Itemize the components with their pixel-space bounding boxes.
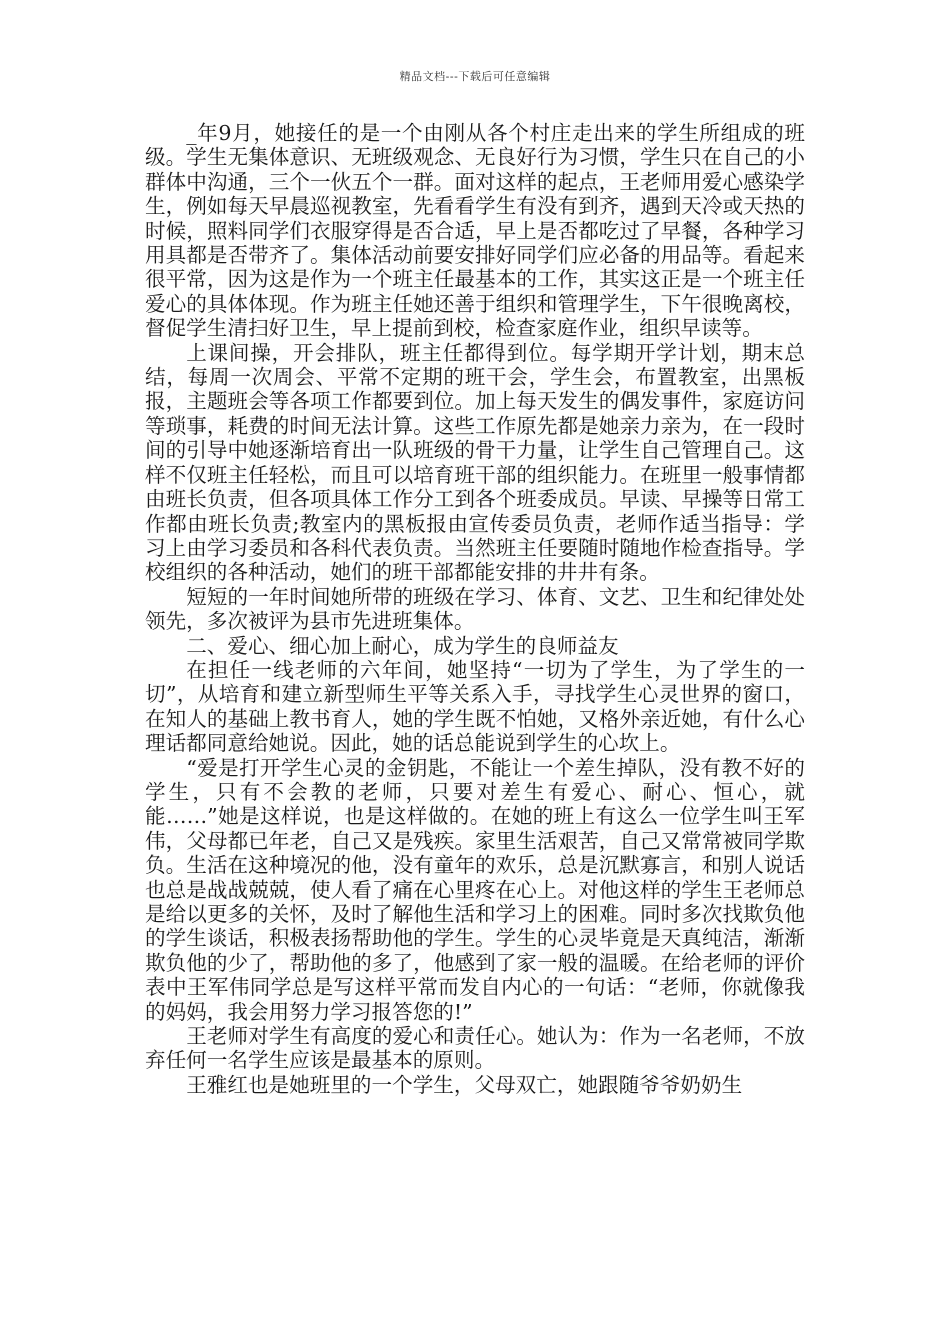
paragraph-class-cadres: 上课间操，开会排队，班主任都得到位。每学期开学计划，期末总结，每周一次周会、平常不定期的班干会，学生会，布置教室，出黑板报，主题班会等各项工作都要到位。加上每天发生的偶发事件，家庭访问等琐事，耗费的时间无法计算。这些工作原先都是她亲力亲为，在一段时间的引导中她逐渐培育出一队班级的骨干力量，让学生自己管理自己。这样不仅班主任轻松，而且可以培育班干部的组织能力。在班里一般事情都由班长负责，但各项具体工作分工到各个班委成员。早读、早操等日常工作都由班长负责;教室内的黑板报由宣传委员负责，老师作适当指导：学习上由学习委员和各科代表负责。当然班主任要随时随地作检查指导。学校组织的各种活动，她们的班干部都能安排的井井有条。 [145, 340, 805, 585]
document-body [145, 121, 805, 1097]
paragraph-wang-yahong: 王雅红也是她班里的一个学生，父母双亡，她跟随爷爷奶奶生 [186, 1072, 743, 1097]
paragraph-achievements: 短短的一年时间她所带的班级在学习、体育、文艺、卫生和纪律处处领先，多次被评为县市先进班集体。 [145, 584, 805, 634]
paragraph-responsibility: 王老师对学生有高度的爱心和责任心。她认为：作为一名老师，不放弃任何一名学生应该是最基本的原则。 [145, 1024, 805, 1073]
paragraph-six-years: 在担任一线老师的六年间，她坚持“一切为了学生，为了学生的一切”，从培育和建立新型师生平等关系入手，寻找学生心灵世界的窗口，在知人的基础上教书育人，她的学生既不怕她，又格外亲近她，有什么心理话都同意给她说。因此，她的话总能说到学生的心坎上。 [145, 657, 805, 756]
paragraph-class-management: _年9月，她接任的是一个由刚从各个村庄走出来的学生所组成的班级。学生无集体意识、无班级观念、无良好行为习惯，学生只在自己的小群体中沟通，三个一伙五个一群。面对这样的起点，王老师用爱心感染学生，例如每天早晨巡视教室，先看看学生有没有到齐，遇到天冷或天热的时候，照料同学们衣服穿得是否合适，早上是否都吃过了早餐，各种学习用具都是否带齐了。集体活动前要安排好同学们应必备的用品等。看起来很平常，因为这是作为一个班主任最基本的工作，其实这正是一个班主任爱心的具体体现。作为班主任她还善于组织和管理学生，下午很晚离校，督促学生清扫好卫生，早上提前到校，检查家庭作业，组织早读等。 [145, 121, 805, 341]
paragraph-wang-junwei: “爱是打开学生心灵的金钥匙，不能让一个差生掉队，没有教不好的学生，只有不会教的老师，只要对差生有爱心、耐心、恒心，就能……”她是这样说，也是这样做的。在她的班上有这么一位学生叫王军伟，父母都已年老，自己又是残疾。家里生活艰苦，自己又常常被同学欺负。生活在这种境况的他，没有童年的欢乐，总是沉默寡言，和别人说话也总是战战兢兢，使人看了痛在心里疼在心上。对他这样的学生王老师总是给以更多的关怀，及时了解他生活和学习上的困难。同时多次找欺负他的学生谈话，积极表扬帮助他的学生。学生的心灵毕竟是天真纯洁，渐渐欺负他的少了，帮助他的多了，他感到了家一般的温暖。在给老师的评价表中王军伟同学总是写这样平常而发自内心的一句话：“老师，你就像我的妈妈，我会用努力学习报答您的!” [145, 755, 805, 1024]
section-heading: 二、爱心、细心加上耐心，成为学生的良师益友 [186, 633, 619, 658]
page-header: 精品文档---下载后可任意编辑 [399, 70, 551, 83]
